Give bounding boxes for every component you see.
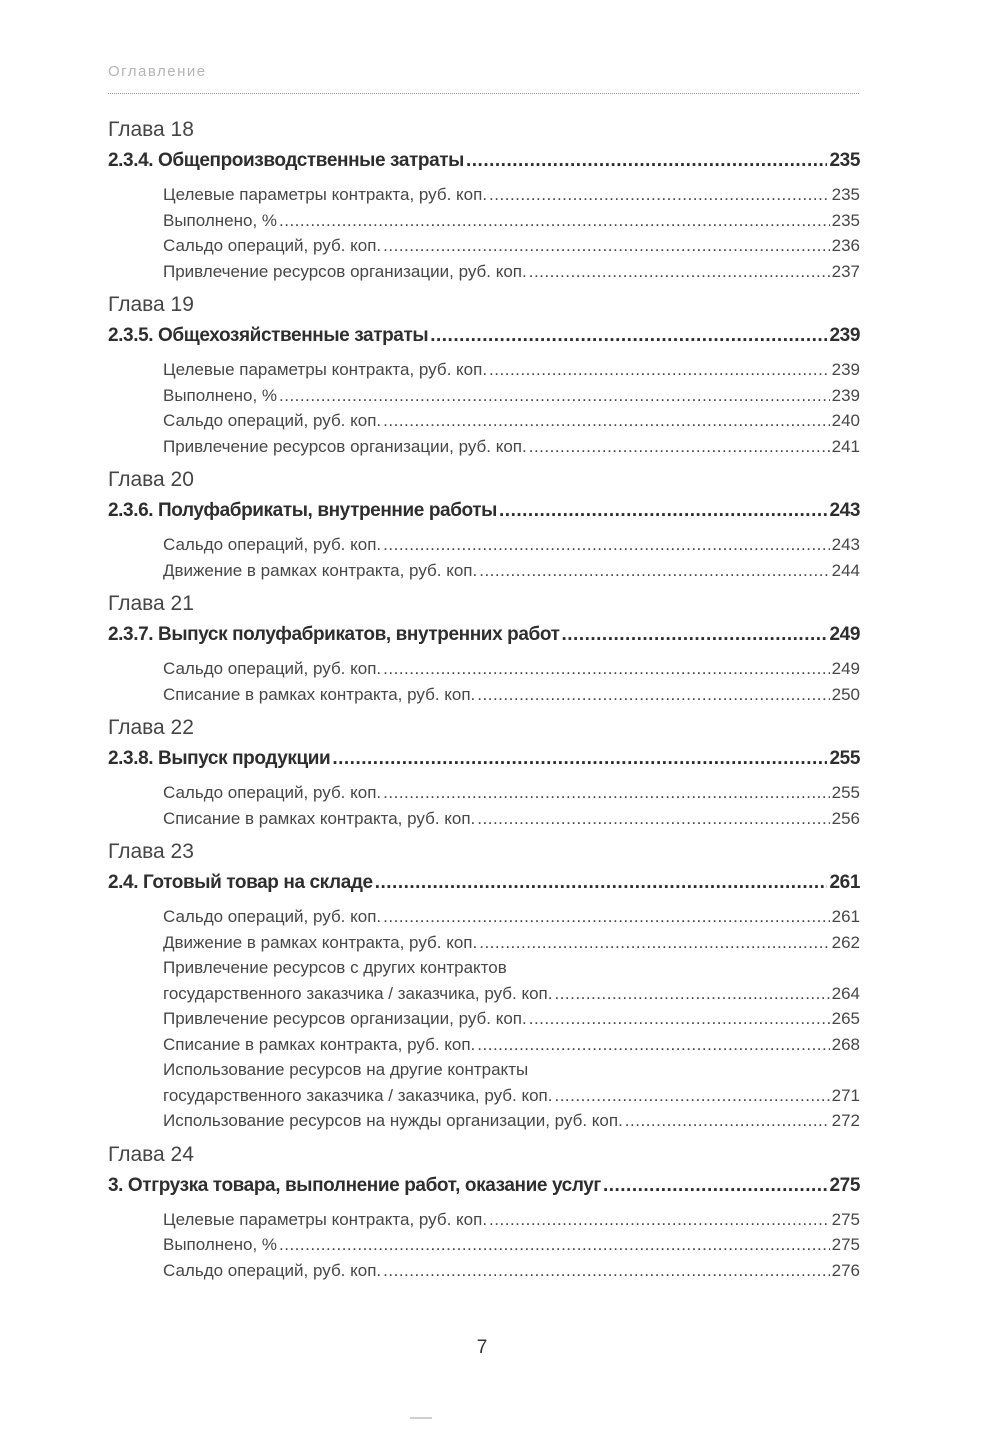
dot-leader <box>332 745 827 773</box>
subsection-page-number: 239 <box>831 360 860 379</box>
dot-leader <box>554 981 829 1007</box>
dot-leader <box>279 208 830 234</box>
section-page-number: 243 <box>829 500 860 521</box>
chapter-block <box>108 463 860 583</box>
subsection-title: Списание в рамках контракта, руб. коп. <box>163 1034 476 1054</box>
dot-leader <box>529 259 830 285</box>
chapter-block <box>108 711 860 831</box>
dot-leader <box>477 682 829 708</box>
subsection-entry[interactable] <box>163 558 860 584</box>
subsection-page-number: 271 <box>831 1085 860 1105</box>
dot-leader <box>383 233 829 259</box>
subsection-entry[interactable] <box>163 656 860 682</box>
subsection-title-line: Привлечение ресурсов с других контрактов <box>163 958 507 977</box>
dot-leader <box>383 532 829 558</box>
subsection-entry[interactable] <box>163 682 860 708</box>
section-entry[interactable] <box>108 497 860 525</box>
subsection-page-number: 276 <box>831 1260 860 1280</box>
dot-leader <box>383 780 829 806</box>
subsection-list <box>108 780 860 831</box>
subsection-title: Сальдо операций, руб. коп. <box>163 783 382 802</box>
subsection-entry[interactable] <box>163 233 860 259</box>
chapter-block <box>108 113 860 284</box>
chapter-title: Глава 24 <box>108 1142 194 1166</box>
subsection-entry[interactable] <box>163 259 860 285</box>
dot-leader <box>561 621 827 649</box>
subsection-title: Сальдо операций, руб. коп. <box>163 659 382 678</box>
subsection-entry[interactable] <box>163 1108 860 1134</box>
section-page-number: 239 <box>829 325 860 346</box>
subsection-entry[interactable] <box>163 930 860 956</box>
dot-leader <box>489 357 830 383</box>
chapter-title: Глава 22 <box>108 716 194 739</box>
page-number: 7 <box>476 1337 488 1358</box>
subsection-entry[interactable] <box>163 408 860 434</box>
subsection-entry[interactable] <box>163 780 860 806</box>
subsection-title: Сальдо операций, руб. коп. <box>163 535 382 554</box>
subsection-title: Сальдо операций, руб. коп. <box>163 1260 382 1280</box>
section-title: 2.3.6. Полуфабрикаты, внутренние работы <box>108 500 498 521</box>
dot-leader <box>529 434 830 460</box>
subsection-page-number: 237 <box>831 261 860 281</box>
subsection-title: Движение в рамках контракта, руб. коп. <box>163 560 478 580</box>
subsection-entry[interactable] <box>163 357 860 383</box>
subsection-title: Выполнено, % <box>163 385 278 405</box>
dot-leader <box>625 1108 830 1134</box>
dot-leader <box>529 1006 830 1032</box>
subsection-page-number: 244 <box>831 560 860 580</box>
subsection-entry[interactable] <box>163 1207 860 1233</box>
chapter-title: Глава 20 <box>108 468 194 491</box>
subsection-page-number: 235 <box>831 185 860 204</box>
subsection-title: Привлечение ресурсов организации, руб. коп. <box>163 261 527 281</box>
subsection-entry[interactable] <box>163 806 860 832</box>
subsection-title: Списание в рамках контракта, руб. коп. <box>163 808 476 828</box>
subsection-entry[interactable] <box>163 182 860 208</box>
subsection-title: Сальдо операций, руб. коп. <box>163 907 382 926</box>
subsection-page-number: 239 <box>831 385 860 405</box>
subsection-entry[interactable] <box>163 981 860 1007</box>
chapter-title: Глава 23 <box>108 840 194 863</box>
section-title: 2.4. Готовый товар на складе <box>108 872 373 893</box>
section-entry[interactable] <box>108 621 860 649</box>
section-entry[interactable] <box>108 147 860 175</box>
dot-leader <box>375 869 828 897</box>
dot-leader <box>603 1172 828 1200</box>
dot-leader <box>383 656 829 682</box>
section-title: 2.3.7. Выпуск полуфабрикатов, внутренних работ <box>108 624 560 645</box>
subsection-title: Списание в рамках контракта, руб. коп. <box>163 684 476 704</box>
subsection-title: Привлечение ресурсов организации, руб. коп. <box>163 1009 527 1028</box>
subsection-title: Целевые параметры контракта, руб. коп. <box>163 1209 488 1229</box>
chapter-block <box>108 1138 860 1284</box>
subsection-list <box>108 656 860 707</box>
subsection-page-number: 255 <box>831 783 860 802</box>
subsection-title: Выполнено, % <box>163 1235 278 1254</box>
subsection-page-number: 256 <box>831 808 860 828</box>
dot-leader <box>499 497 827 525</box>
section-title: 2.3.5. Общехозяйственные затраты <box>108 325 429 346</box>
chapter-block <box>108 587 860 707</box>
running-header: Оглавление <box>108 63 207 80</box>
dot-leader <box>383 904 829 930</box>
dot-leader <box>279 1232 830 1258</box>
dot-leader <box>279 383 830 409</box>
dot-leader <box>477 1032 829 1058</box>
subsection-title: Целевые параметры контракта, руб. коп. <box>163 185 488 204</box>
subsection-list <box>108 182 860 284</box>
dot-leader <box>466 147 827 175</box>
section-entry[interactable] <box>108 322 860 350</box>
section-page-number: 255 <box>829 748 860 769</box>
scan-artifact <box>410 1417 432 1419</box>
subsection-entry[interactable] <box>163 1083 860 1109</box>
section-entry[interactable] <box>108 1172 860 1200</box>
subsection-title: государственного заказчика / заказчика, руб. коп. <box>163 983 553 1003</box>
subsection-page-number: 250 <box>831 684 860 704</box>
subsection-page-number: 264 <box>831 983 860 1003</box>
subsection-page-number: 243 <box>831 535 860 554</box>
chapter-block <box>108 835 860 1134</box>
dot-leader <box>383 408 829 434</box>
chapter-title: Глава 18 <box>108 118 194 141</box>
dot-leader <box>489 182 830 208</box>
subsection-page-number: 240 <box>831 411 860 430</box>
dot-leader <box>479 930 829 956</box>
subsection-list <box>108 1207 860 1284</box>
subsection-page-number: 235 <box>831 210 860 230</box>
subsection-page-number: 236 <box>831 236 860 255</box>
subsection-page-number: 275 <box>831 1235 860 1254</box>
subsection-entry[interactable] <box>163 383 860 409</box>
header-divider <box>108 93 859 94</box>
subsection-page-number: 265 <box>831 1009 860 1028</box>
subsection-entry[interactable] <box>163 1258 860 1284</box>
subsection-page-number: 261 <box>831 907 860 926</box>
section-page-number: 235 <box>829 150 860 171</box>
subsection-title-line: Использование ресурсов на другие контракты <box>163 1060 529 1079</box>
chapter-title: Глава 21 <box>108 592 194 615</box>
chapter-title: Глава 19 <box>108 293 194 316</box>
section-entry[interactable] <box>108 745 860 773</box>
table-of-contents <box>108 113 860 1283</box>
subsection-title: Целевые параметры контракта, руб. коп. <box>163 360 488 379</box>
section-title: 2.3.4. Общепроизводственные затраты <box>108 150 464 171</box>
subsection-page-number: 241 <box>831 436 860 456</box>
dot-leader <box>479 558 829 584</box>
subsection-entry[interactable] <box>163 1032 860 1058</box>
subsection-title: Сальдо операций, руб. коп. <box>163 236 382 255</box>
section-title: 2.3.8. Выпуск продукции <box>108 748 331 769</box>
subsection-title: Движение в рамках контракта, руб. коп. <box>163 932 478 952</box>
subsection-entry[interactable] <box>163 1006 860 1032</box>
subsection-page-number: 249 <box>831 659 860 678</box>
section-page-number: 275 <box>829 1174 860 1196</box>
subsection-entry[interactable] <box>163 904 860 930</box>
subsection-entry[interactable] <box>163 434 860 460</box>
subsection-page-number: 262 <box>831 932 860 952</box>
subsection-list <box>108 532 860 583</box>
section-page-number: 249 <box>829 624 860 645</box>
subsection-page-number: 275 <box>831 1209 860 1229</box>
section-title: 3. Отгрузка товара, выполнение работ, оказание услуг <box>108 1174 601 1196</box>
dot-leader <box>554 1083 829 1109</box>
subsection-entry[interactable] <box>163 208 860 234</box>
subsection-list <box>108 904 860 1134</box>
section-entry[interactable] <box>108 869 860 897</box>
subsection-list <box>108 357 860 459</box>
subsection-entry[interactable] <box>163 1232 860 1258</box>
dot-leader <box>430 322 827 350</box>
chapter-block <box>108 288 860 459</box>
dot-leader <box>477 806 829 832</box>
subsection-entry[interactable] <box>163 532 860 558</box>
subsection-title: Использование ресурсов на нужды организации, руб. коп. <box>163 1111 623 1130</box>
dot-leader <box>383 1258 829 1284</box>
subsection-title: Сальдо операций, руб. коп. <box>163 411 382 430</box>
subsection-title: Выполнено, % <box>163 210 278 230</box>
subsection-title: государственного заказчика / заказчика, руб. коп. <box>163 1085 553 1105</box>
section-page-number: 261 <box>829 872 860 893</box>
dot-leader <box>489 1207 830 1233</box>
subsection-page-number: 268 <box>831 1034 860 1054</box>
subsection-page-number: 272 <box>831 1111 860 1130</box>
subsection-title: Привлечение ресурсов организации, руб. коп. <box>163 436 527 456</box>
